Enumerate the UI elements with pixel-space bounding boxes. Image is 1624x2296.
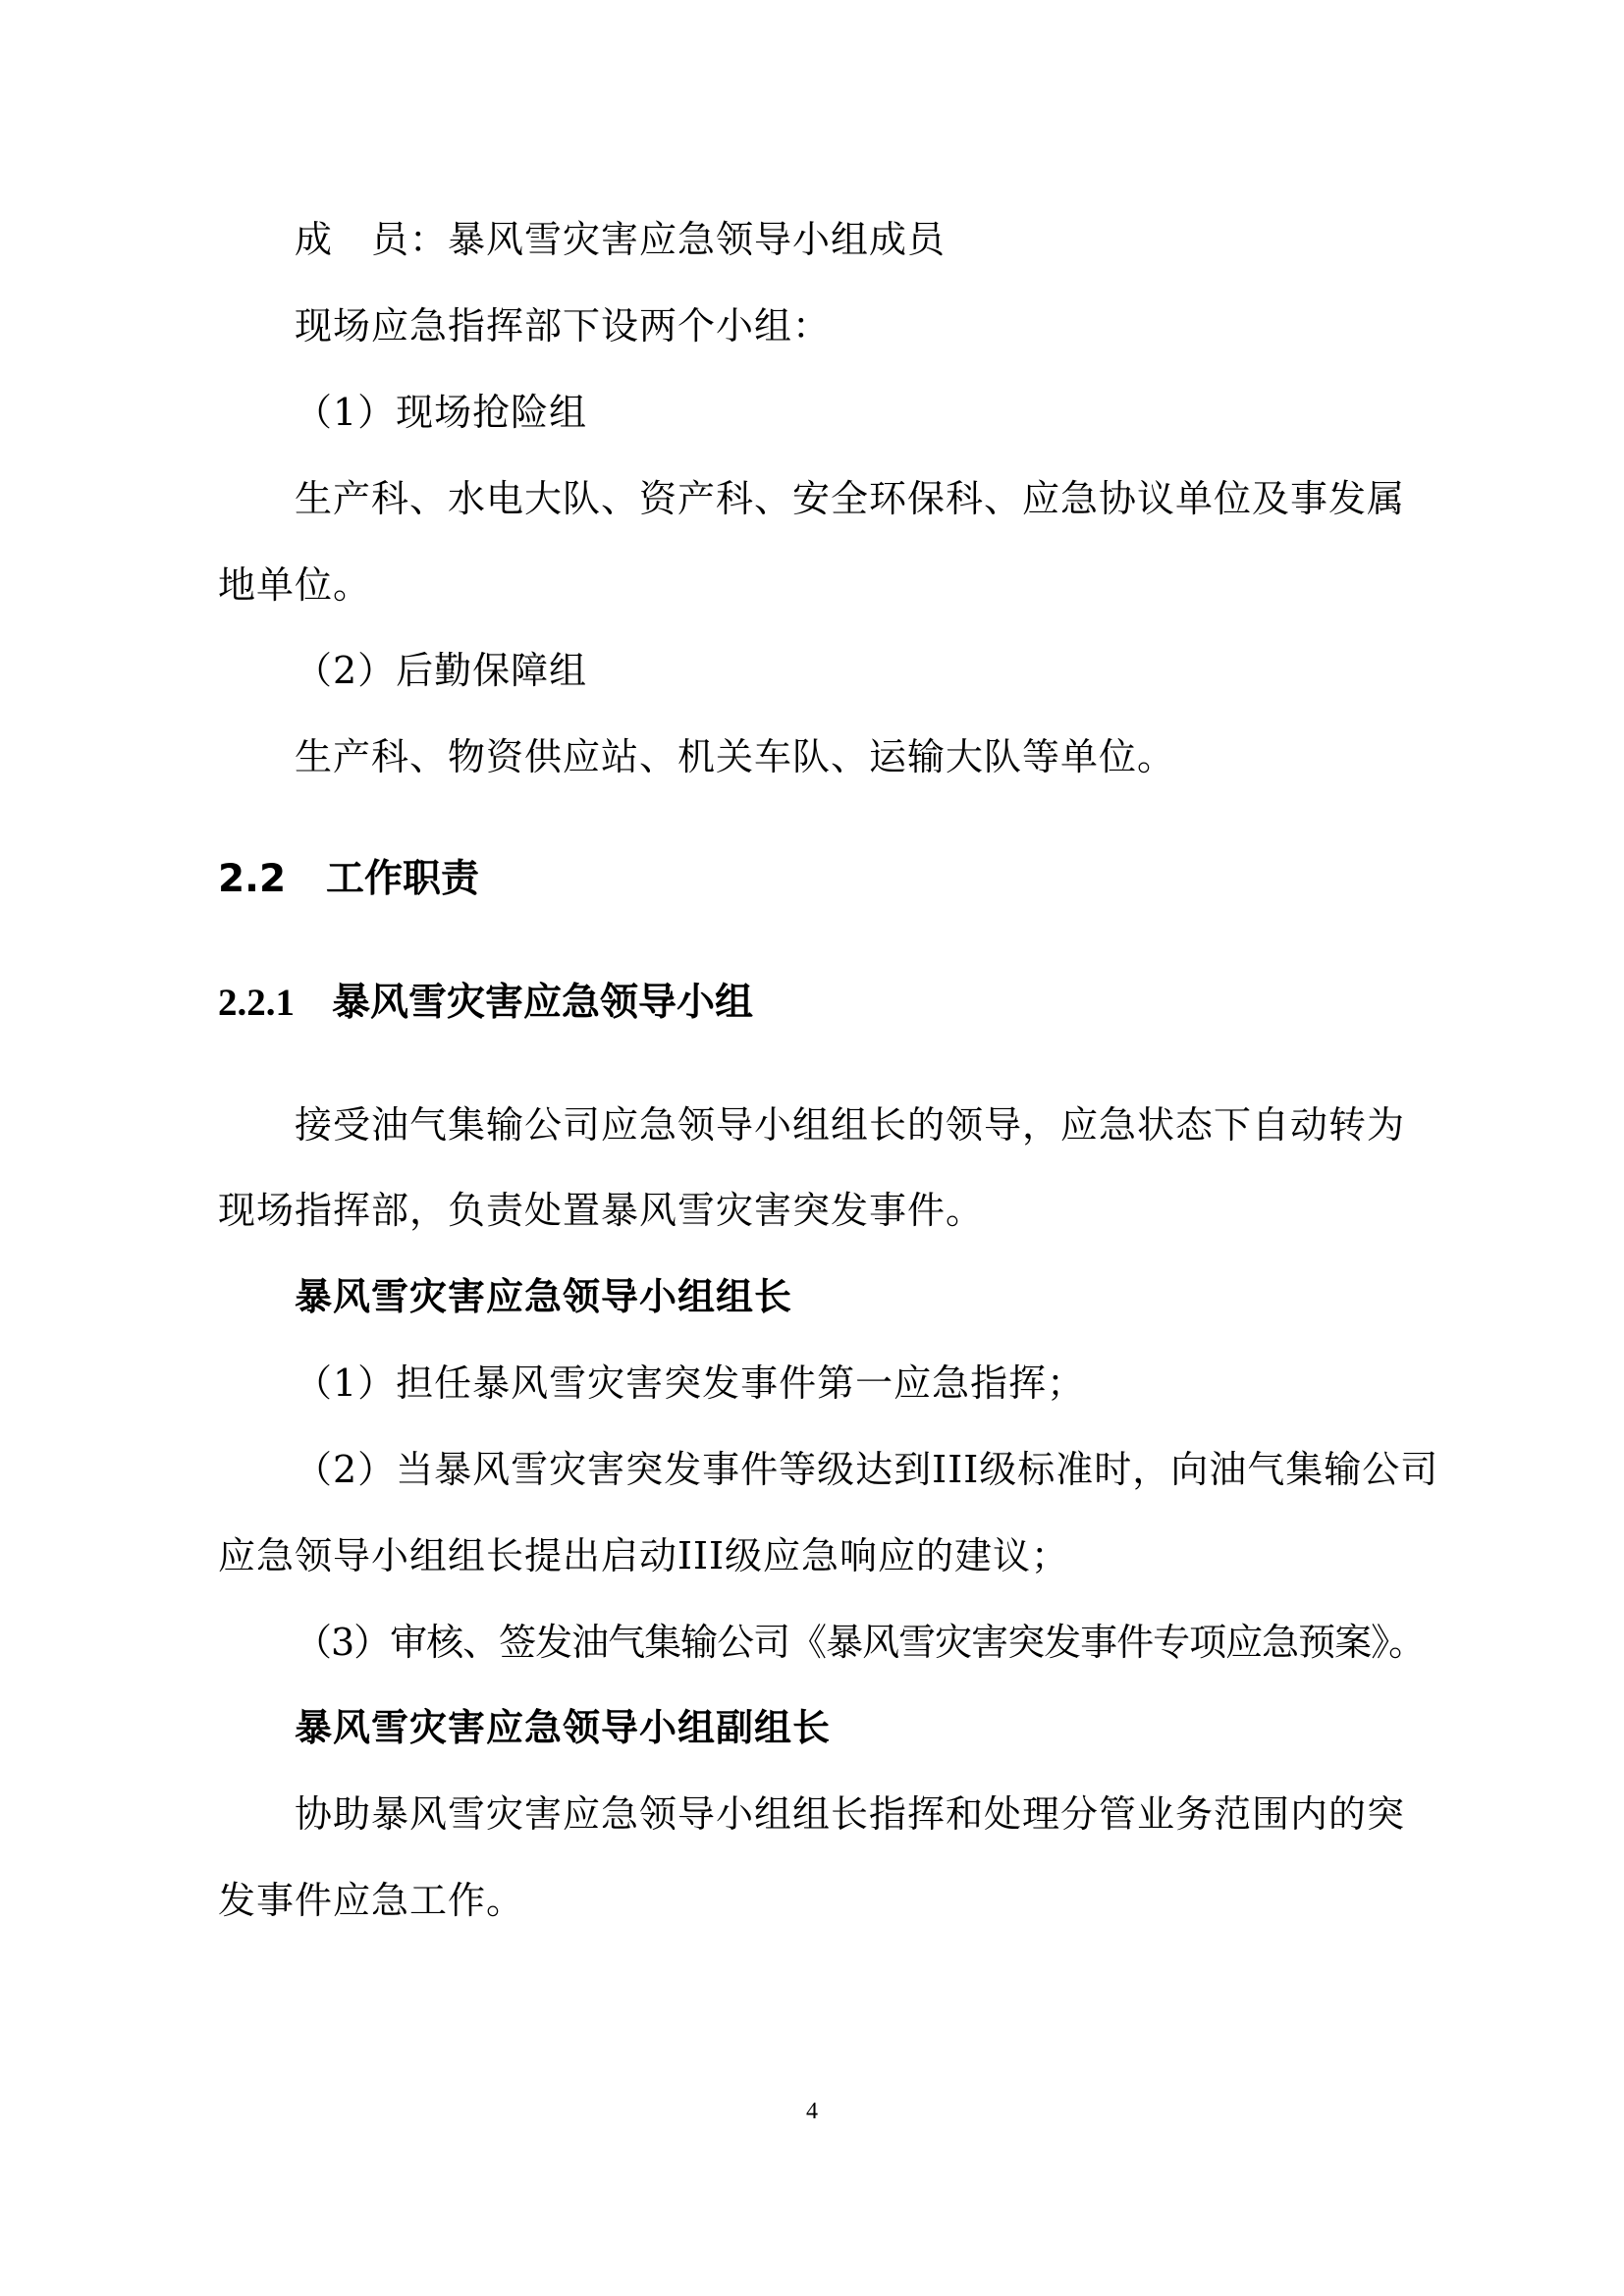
leader-title: 暴风雪灾害应急领导小组组长 — [295, 1275, 793, 1318]
leader-duty-2-line1: （2）当暴风雪灾害突发事件等级达到III级标准时，向油气集输公司 — [295, 1448, 1439, 1491]
group1-line1: 生产科、水电大队、资产科、安全环保科、应急协议单位及事发属 — [295, 477, 1406, 520]
group1-title: （1）现场抢险组 — [295, 391, 588, 434]
page-number: 4 — [806, 2099, 818, 2124]
group1-line2: 地单位。 — [218, 563, 372, 607]
subsection-number: 2.2.1 — [218, 982, 295, 1024]
leader-duty-2-line2: 应急领导小组组长提出启动III级应急响应的建议； — [218, 1534, 1070, 1577]
section-heading-2-2 — [218, 853, 479, 906]
section-title: 工作职责 — [326, 857, 480, 901]
members-label: 成 员： — [295, 218, 449, 261]
section-number: 2.2 — [218, 857, 287, 901]
deputy-line2: 发事件应急工作。 — [218, 1879, 525, 1922]
leader-duty-1: （1）担任暴风雪灾害突发事件第一应急指挥； — [295, 1362, 1086, 1405]
leader-duty-3: （3）审核、签发油气集输公司《暴风雪灾害突发事件专项应急预案》。 — [295, 1621, 1426, 1664]
section-heading-2-2-1 — [218, 977, 753, 1030]
deputy-title: 暴风雪灾害应急领导小组副组长 — [295, 1706, 832, 1749]
group2-title: （2）后勤保障组 — [295, 649, 588, 692]
para1-line1: 接受油气集输公司应急领导小组组长的领导，应急状态下自动转为 — [295, 1103, 1406, 1147]
subgroup-intro: 现场应急指挥部下设两个小组： — [295, 304, 832, 347]
members-line — [295, 214, 946, 265]
subsection-title: 暴风雪灾害应急领导小组 — [332, 981, 754, 1025]
group2-line1: 生产科、物资供应站、机关车队、运输大队等单位。 — [295, 735, 1176, 778]
members-text: 暴风雪灾害应急领导小组成员 — [448, 218, 947, 261]
para1-line2: 现场指挥部，负责处置暴风雪灾害突发事件。 — [218, 1189, 985, 1232]
deputy-line1: 协助暴风雪灾害应急领导小组组长指挥和处理分管业务范围内的突 — [295, 1792, 1406, 1836]
